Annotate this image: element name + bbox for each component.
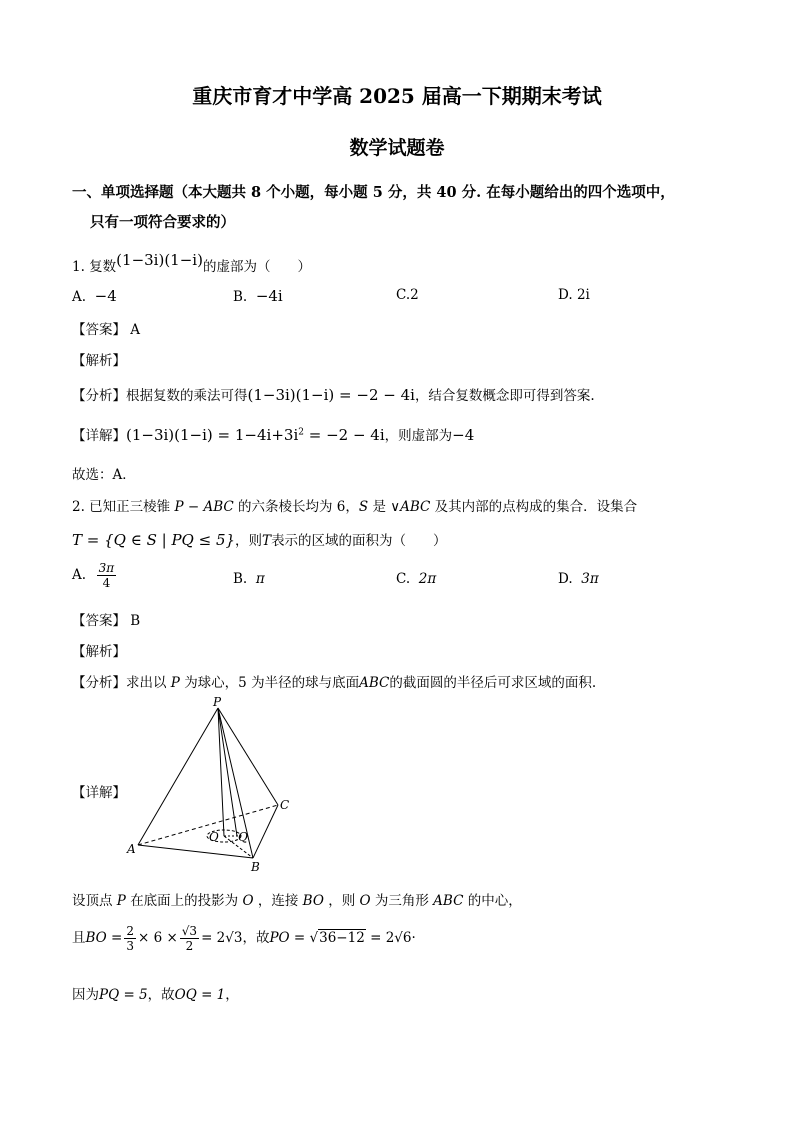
edge-AB: [138, 845, 253, 858]
label-C: C: [280, 798, 290, 812]
q1-option-b: B. −4i: [233, 287, 283, 305]
q2-fenxi: 【分析】求出以 P 为球心，5 为半径的球与底面ABC的截面圆的半径后可求区域的面积.: [72, 675, 597, 691]
q2-detail-tag: 【详解】: [72, 785, 126, 801]
pyramid-figure: [125, 695, 300, 875]
label-B: B: [251, 860, 260, 874]
q1-conclusion: 故选：A．: [72, 467, 136, 483]
edge-PA: [138, 708, 218, 845]
q1-option-c: C.2: [396, 287, 419, 303]
q1-option-d: D. 2i: [558, 287, 590, 303]
q1-answer: 【答案】 A: [72, 322, 141, 338]
label-Q: Q: [238, 830, 248, 844]
q2-detail-line2: 且BO = $\frac{2}{3}$ × 6 × $\frac{√3}{2}$ = 2√3，故PO = √36−12 = 2√6·: [72, 924, 416, 953]
q1-stem: 1. 复数(1−3i)(1−i)的虚部为（ ）: [72, 251, 311, 275]
q2-option-d: D. 3π: [558, 571, 599, 587]
q2-detail-line3: 因为PQ = 5，故OQ = 1，: [72, 987, 239, 1003]
q2-option-c: C. 2π: [396, 571, 437, 587]
q1-analysis-tag: 【解析】: [72, 353, 126, 369]
q1-option-a: A. −4: [72, 287, 117, 305]
edge-AC-hidden: [138, 805, 278, 845]
q2-analysis-tag: 【解析】: [72, 644, 126, 660]
page-title: 重庆市育才中学高 2025 届高一下期期末考试: [192, 84, 602, 108]
section-heading-line1: 一、单项选择题（本大题共 8 个小题，每小题 5 分，共 40 分. 在每小题给出的四个选项中，: [72, 184, 675, 201]
edge-PC: [218, 708, 278, 805]
label-P: P: [213, 695, 222, 709]
label-A: A: [127, 842, 136, 856]
section-heading-line2: 只有一项符合要求的）: [90, 214, 235, 231]
q2-option-a: A. $\frac{3\pi}{4}$: [72, 561, 115, 590]
q2-answer: 【答案】 B: [72, 613, 141, 629]
q2-stem-line2: T = {Q ∈ S | PQ ≤ 5}，则T表示的区域的面积为（ ）: [72, 531, 447, 549]
q1-expr: (1−3i)(1−i): [116, 251, 203, 269]
q2-option-b: B. π: [233, 571, 265, 587]
q2-stem-line1: 2. 已知正三棱锥 P − ABC 的六条棱长均为 6，S 是 ∨ABC 及其内部的点构成的集合．设集合: [72, 499, 638, 515]
edge-BC: [253, 805, 278, 858]
q1-fenxi: 【分析】根据复数的乘法可得(1−3i)(1−i) = −2 − 4i，结合复数概念即可得到答案.: [72, 386, 595, 404]
q1-detail: 【详解】$(1-3i)(1-i) = 1-4i+3i^2 = -2 - 4i$，则虚部为−4: [72, 426, 475, 444]
label-O: O: [209, 830, 219, 844]
page-subtitle: 数学试题卷: [349, 137, 445, 159]
q2-detail-line1: 设顶点 P 在底面上的投影为 O ，连接 BO ，则 O 为三角形 ABC 的中心，: [72, 893, 522, 909]
